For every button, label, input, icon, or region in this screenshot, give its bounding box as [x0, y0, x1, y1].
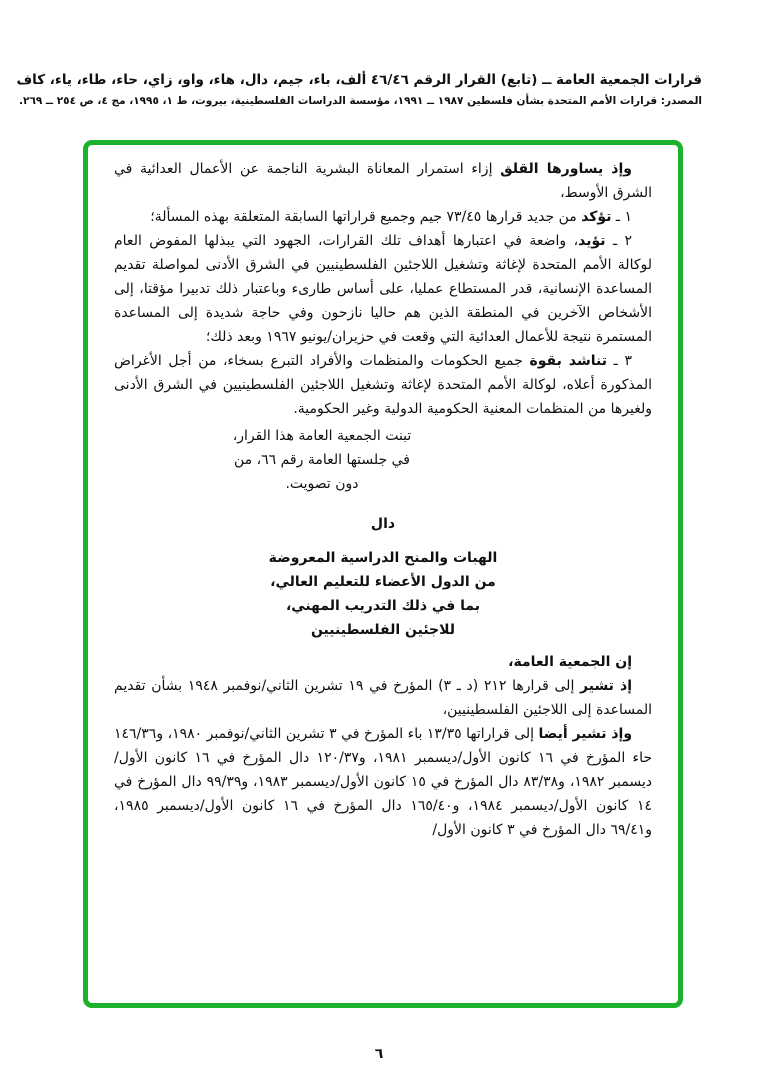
paragraph-number: ٢ ـ	[605, 233, 632, 249]
operative-paragraph-1	[114, 205, 652, 229]
preambular-paragraph-concern	[114, 157, 652, 205]
paragraph-text: ، واضعة في اعتبارها أهداف تلك القرارات، الجهود التي يبذلها المفوض العام لوكالة الأمم المتحدة لإغاثة وتشغيل اللاجئين الفلسطينيين في الشرق الأدنى لمواصلة تقديم المساعدة الإنسانية، قدر المستطاع عمليا، على أساس طارىء وباعتبار ذلك تدبيرا مؤقتا، إلى الأشخاص الآخرين في المنطقة الذين هم حاليا نازحون وفي حاجة شديدة إلى المساعدة المستمرة نتيجة للأعمال العدائية التي وقعت في حزيران/يونيو ١٩٦٧ وبعد ذلك؛	[114, 233, 652, 345]
paragraph-lead: إذ تشير	[580, 678, 633, 694]
paragraph-lead: تؤيد	[578, 233, 606, 249]
header-title: قرارات الجمعية العامة ــ (تابع) القرار الرقم ٤٦/٤٦ ألف، باء، جيم، دال، هاء، واو، زاي، حاء، طاء، ياء، كاف	[16, 72, 702, 88]
paragraph-lead: وإذ تشير أيضا	[538, 726, 633, 742]
preamble-opening	[114, 650, 652, 674]
paragraph-text: من جديد قرارها ٧٣/٤٥ جيم وجميع قراراتها السابقة المتعلقة بهذه المسألة؛	[150, 209, 582, 225]
page-number: ٦	[374, 1046, 384, 1062]
paragraph-text: جميع الحكومات والمنظمات والأفراد التبرع بسخاء، من أجل الأغراض المذكورة أعلاه، لوكالة الأمم المتحدة لإغاثة وتشغيل اللاجئين الفلسطينيين في الشرق الأدنى ولغيرها من المنظمات المعنية الحكومية الدولية وغير الحكومية.	[114, 353, 652, 417]
paragraph-number: ٣ ـ	[607, 353, 632, 369]
section-title-line: الهبات والمنح الدراسية المعروضة	[268, 550, 498, 566]
adoption-note-line: في جلستها العامة رقم ٦٦، من	[233, 452, 410, 468]
paragraph-text: إلى قرارها ٢١٢ (د ـ ٣) المؤرخ في ١٩ تشرين الثاني/نوفمبر ١٩٤٨ بشأن تقديم المساعدة إلى اللاجئين الفلسطينيين،	[114, 678, 652, 718]
paragraph-number: ١ ـ	[611, 209, 632, 225]
adoption-note	[197, 424, 447, 496]
adoption-note-line: دون تصويت.	[285, 476, 359, 492]
paragraph-text: إزاء استمرار المعاناة البشرية الناجمة عن الأعمال العدائية في الشرق الأوسط،	[114, 161, 652, 201]
resolution-border-box	[83, 140, 683, 1008]
recital-paragraph-1	[114, 674, 652, 722]
section-letter-heading: دال	[370, 516, 396, 532]
operative-paragraph-2	[114, 229, 652, 349]
recital-paragraph-2	[114, 722, 652, 842]
section-title-line: للاجئين الفلسطينيين	[310, 622, 456, 638]
page-header	[16, 72, 702, 107]
paragraph-text: إلى قراراتها ١٣/٣٥ باء المؤرخ في ٣ تشرين الثاني/نوفمبر ١٩٨٠، و١٤٦/٣٦ حاء المؤرخ في ١٦ كانون الأول/ديسمبر ١٩٨١، و١٢٠/٣٧ دال المؤرخ في ١٦ كانون الأول/ديسمبر ١٩٨٢، و٨٣/٣٨ دال المؤرخ في ١٥ كانون الأول/ديسمبر ١٩٨٣، و٩٩/٣٩ دال المؤرخ في ١٤ كانون الأول/ديسمبر ١٩٨٤، و١٦٥/٤٠ دال المؤرخ في ١٦ كانون الأول/ديسمبر ١٩٨٥، و٦٩/٤١ دال المؤرخ في ٣ كانون الأول/	[114, 726, 653, 838]
section-title	[114, 546, 652, 642]
header-source-line: المصدر: قرارات الأمم المتحدة بشأن فلسطين ١٩٨٧ ــ ١٩٩١، مؤسسة الدراسات الفلسطينية، بيروت، ط ١، ١٩٩٥، مج ٤، ص ٢٥٤ ــ ٢٦٩.	[19, 95, 702, 107]
paragraph-lead: إن الجمعية العامة،	[508, 654, 632, 670]
paragraph-lead: تناشد بقوة	[529, 353, 608, 369]
section-title-line: من الدول الأعضاء للتعليم العالي،	[270, 574, 496, 590]
adoption-note-line: تبنت الجمعية العامة هذا القرار،	[232, 428, 412, 444]
paragraph-lead: تؤكد	[581, 209, 612, 225]
operative-paragraph-3	[114, 349, 652, 421]
section-title-line: بما في ذلك التدريب المهني،	[285, 598, 481, 614]
paragraph-lead: وإذ يساورها القلق	[500, 161, 632, 177]
